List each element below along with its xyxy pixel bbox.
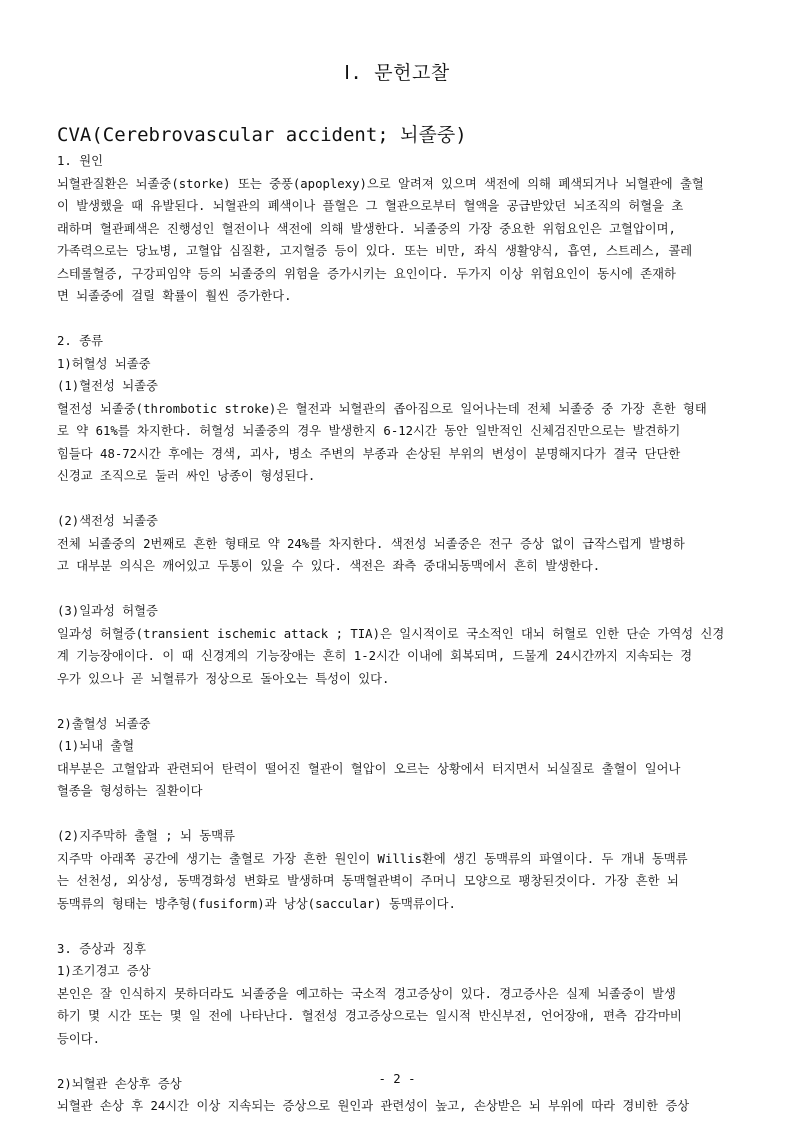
paragraph-line: 하기 몇 시간 또는 몇 일 전에 나타난다. 혈전성 경고증상으로는 일시적 반신부전, 언어장애, 편측 감각마비 — [57, 1009, 682, 1023]
paragraph-line: 등이다. — [57, 1031, 101, 1046]
subheading: (3)일과성 허혈증 — [57, 604, 158, 618]
paragraph-line: 계 기능장애이다. 이 때 신경계의 기능장애는 흔히 1-2시간 이내에 회복되며, 드물게 24시간까지 지속되는 경 — [57, 649, 693, 663]
paragraph-line: 이 발생했을 때 유발된다. 뇌혈관의 폐색이나 플혈은 그 혈관으로부터 혈액을 공급받았던 뇌조직의 허혈을 초 — [57, 199, 684, 213]
paragraph-line: 본인은 잘 인식하지 못하더라도 뇌졸중을 예고하는 국소적 경고증상이 있다. 경고증사은 실제 뇌졸중이 발생 — [57, 986, 676, 1001]
paragraph-line: 면 뇌졸중에 걸릴 확률이 훨씬 증가한다. — [57, 289, 292, 303]
subheading: 2)뇌혈관 손상후 증상 — [57, 1076, 182, 1091]
paragraph-line: 대부분은 고혈압과 관련되어 탄력이 떨어진 혈관이 혈압이 오르는 상황에서 터지면서 뇌실질로 출혈이 일어나 — [57, 761, 681, 776]
subheading: 3. 증상과 징후 — [57, 941, 147, 956]
subheading: 2. 종류 — [57, 334, 103, 348]
blank-line — [57, 803, 737, 826]
paragraph-line: 힘들다 48-72시간 후에는 경색, 괴사, 병소 주변의 부종과 손상된 부위의 변성이 분명해지다가 결국 단단한 — [57, 446, 681, 461]
blank-line — [57, 1050, 737, 1073]
subheading: (1)뇌내 출혈 — [57, 739, 135, 753]
paragraph-line: 뇌혈관 손상 후 24시간 이상 지속되는 증상으로 원인과 관련성이 높고, 손상받은 뇌 부위에 따라 경비한 증상 — [57, 1099, 690, 1113]
subheading: (1)혈전성 뇌졸중 — [57, 379, 158, 393]
page-number: - 2 - — [378, 1072, 416, 1086]
paragraph-line: 지주막 아래쪽 공간에 생기는 출혈로 가장 흔한 원인이 Willis환에 생긴 동맥류의 파열이다. 두 개내 동맥류 — [57, 851, 688, 866]
paragraph-line: 뇌혈관질환은 뇌졸중(storke) 또는 중풍(apoplexy)으로 알려져 있으며 색전에 의해 폐색되거나 뇌혈관에 출혈 — [57, 176, 704, 191]
paragraph-line: 동맥류의 형태는 방추형(fusiform)과 낭상(saccular) 동맥류이다. — [57, 896, 456, 911]
paragraph-line: 는 선천성, 외상성, 동맥경화성 변화로 발생하며 동맥혈관벽이 주머니 모양으로 팽창된것이다. 가장 흔한 뇌 — [57, 874, 679, 888]
paragraph-line: 고 대부분 의식은 깨어있고 두통이 있을 수 있다. 색전은 좌측 중대뇌동맥에서 흔히 발생한다. — [57, 559, 601, 573]
paragraph-line: 래하며 혈관폐색은 진행성인 혈전이나 색전에 의해 발생한다. 뇌졸중의 가장 중요한 위험요인은 고혈압이며, — [57, 221, 676, 236]
subheading: 1)허혈성 뇌졸중 — [57, 356, 151, 371]
paragraph-line: 스테롤혈증, 구강피임약 등의 뇌졸중의 위험을 증가시키는 요인이다. 두가지 이상 위험요인이 동시에 존재하 — [57, 266, 676, 281]
paragraph-line: 전체 뇌졸중의 2번째로 흔한 형태로 약 24%를 차지한다. 색전성 뇌졸중은 전구 증상 없이 급작스럽게 발병하 — [57, 536, 685, 551]
section-title: CVA(Cerebrovascular accident; 뇌졸중) — [57, 124, 467, 146]
subheading: (2)색전성 뇌졸중 — [57, 514, 158, 528]
blank-line — [57, 915, 737, 938]
subheading: 1. 원인 — [57, 154, 103, 168]
subheading: 1)조기경고 증상 — [57, 964, 151, 978]
paragraph-line: 신경교 조직으로 둘러 싸인 낭종이 형성된다. — [57, 469, 316, 483]
chapter-title: Ⅰ. 문헌고찰 — [344, 62, 450, 84]
body-text — [57, 150, 737, 1118]
blank-line — [57, 308, 737, 331]
paragraph-line: 로 약 61%를 차지한다. 허혈성 뇌졸중의 경우 발생한지 6-12시간 동안 일반적인 신체검진만으로는 발견하기 — [57, 424, 681, 438]
paragraph-line: 혈전성 뇌졸중(thrombotic stroke)은 혈전과 뇌혈관의 좁아짐으로 일어나는데 전체 뇌졸중 중 가장 흔한 형태 — [57, 401, 707, 416]
blank-line — [57, 690, 737, 713]
paragraph-line: 가족력으로는 당뇨병, 고혈압 심질환, 고지혈증 등이 있다. 또는 비만, 좌식 생활양식, 흡연, 스트레스, 콜레 — [57, 244, 693, 258]
blank-line — [57, 578, 737, 601]
subheading: 2)출혈성 뇌졸중 — [57, 716, 151, 731]
paragraph-line: 일과성 허혈증(transient ischemic attack ; TIA)은 일시적이로 국소적인 대뇌 허혈로 인한 단순 가역성 신경 — [57, 626, 725, 641]
subheading: (2)지주막하 출혈 ; 뇌 동맥류 — [57, 829, 236, 843]
blank-line — [57, 488, 737, 511]
paragraph-line: 혈종을 형성하는 질환이다 — [57, 784, 203, 798]
paragraph-line: 우가 있으나 곧 뇌혈류가 정상으로 돌아오는 특성이 있다. — [57, 671, 390, 686]
